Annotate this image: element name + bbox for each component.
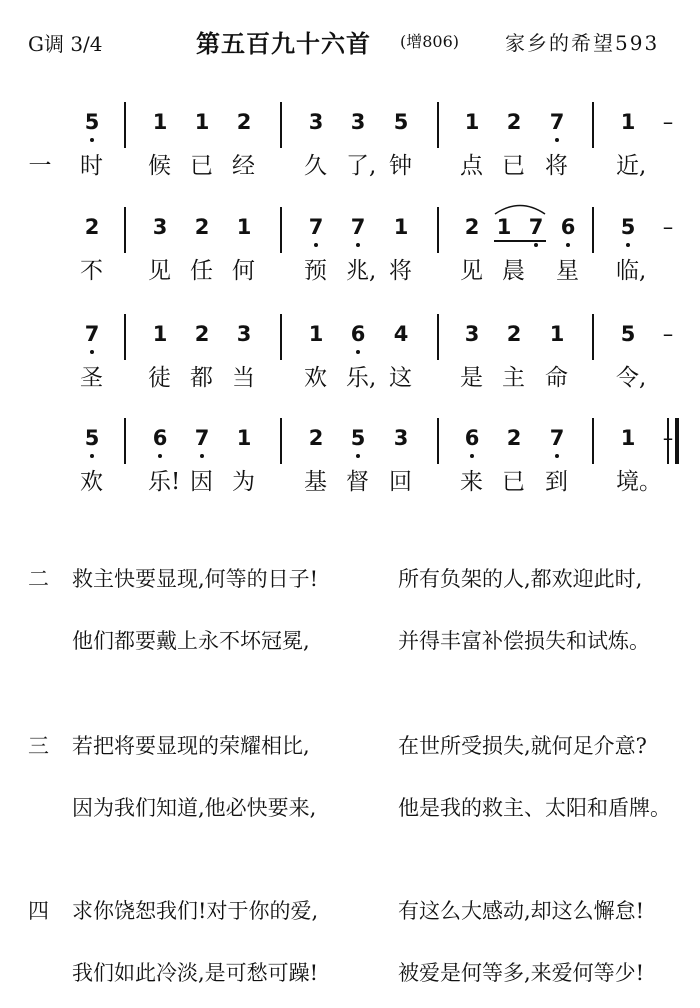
lyric-syllable: 经 bbox=[232, 153, 255, 179]
lyric-syllable: 见 bbox=[460, 258, 483, 284]
note-2: 2 bbox=[506, 110, 522, 134]
lyric-syllable: 都 bbox=[190, 365, 213, 391]
lyric-syllable: 境。 bbox=[616, 469, 662, 495]
stanza-line: 他是我的救主、太阳和盾牌。 bbox=[398, 796, 671, 820]
stanza-line: 他们都要戴上永不坏冠冕, bbox=[72, 629, 310, 653]
lyric-syllable: 久 bbox=[304, 153, 327, 179]
stanza-number: 二 bbox=[28, 567, 49, 591]
note-3: 3 bbox=[393, 426, 409, 450]
lyric-syllable: 欢 bbox=[80, 469, 103, 495]
lyric-syllable: 命 bbox=[545, 365, 568, 391]
lyric-syllable: 钟 bbox=[389, 153, 412, 179]
hymn-number: 第五百九十六首 bbox=[196, 29, 371, 58]
bar-line bbox=[592, 418, 594, 464]
bar-line bbox=[437, 102, 439, 148]
lyric-syllable: 了, bbox=[346, 153, 377, 179]
slur-mark bbox=[494, 201, 546, 215]
beam-underline bbox=[494, 240, 546, 242]
stanza-line: 因为我们知道,他必快要来, bbox=[72, 796, 317, 820]
lyric-syllable: 临, bbox=[616, 258, 647, 284]
lyric-syllable: 乐! bbox=[148, 469, 181, 495]
note-6: 6 bbox=[460, 426, 484, 450]
stanza-line: 在世所受损失,就何足介意? bbox=[398, 734, 647, 758]
note-3: 3 bbox=[236, 322, 252, 346]
hold-dash: – bbox=[662, 215, 674, 239]
bar-line bbox=[437, 314, 439, 360]
note-2: 2 bbox=[308, 426, 324, 450]
lyric-syllable: 晨 bbox=[502, 258, 525, 284]
lyric-syllable: 任 bbox=[190, 258, 213, 284]
note-3: 3 bbox=[308, 110, 324, 134]
bar-line bbox=[437, 207, 439, 253]
note-7: 7 bbox=[80, 322, 104, 346]
stanza-line: 有这么大感动,却这么懈怠! bbox=[398, 899, 645, 923]
note-4: 4 bbox=[393, 322, 409, 346]
note-6: 6 bbox=[346, 322, 370, 346]
lyric-syllable: 兆, bbox=[346, 258, 377, 284]
lyric-syllable: 近, bbox=[616, 153, 647, 179]
note-7: 7 bbox=[304, 215, 328, 239]
lyric-syllable: 令, bbox=[616, 365, 647, 391]
note-2: 2 bbox=[194, 322, 210, 346]
lyric-syllable: 候 bbox=[148, 153, 171, 179]
stanza-line: 被爱是何等多,来爱何等少! bbox=[398, 961, 645, 985]
hold-dash: – bbox=[662, 110, 674, 134]
lyric-syllable: 何 bbox=[232, 258, 255, 284]
lyric-syllable: 到 bbox=[545, 469, 568, 495]
lyric-syllable: 已 bbox=[502, 153, 525, 179]
hold-dash: – bbox=[662, 322, 674, 346]
note-2: 2 bbox=[194, 215, 210, 239]
bar-line bbox=[124, 102, 126, 148]
lyric-syllable: 来 bbox=[460, 469, 483, 495]
bar-line bbox=[280, 418, 282, 464]
stanza-line: 并得丰富补偿损失和试炼。 bbox=[398, 629, 650, 653]
note-7: 7 bbox=[524, 215, 548, 239]
note-1: 1 bbox=[236, 215, 252, 239]
note-2: 2 bbox=[506, 322, 522, 346]
note-3: 3 bbox=[464, 322, 480, 346]
bar-line bbox=[124, 314, 126, 360]
note-2: 2 bbox=[236, 110, 252, 134]
lyric-syllable: 回 bbox=[389, 469, 412, 495]
stanza-line: 救主快要显现,何等的日子! bbox=[72, 567, 319, 591]
verse-number: 一 bbox=[28, 153, 52, 179]
hymn-title: 家乡的希望593 bbox=[505, 31, 660, 55]
note-1: 1 bbox=[152, 110, 168, 134]
bar-line bbox=[592, 314, 594, 360]
stanza-number: 四 bbox=[28, 899, 49, 923]
bar-line bbox=[592, 102, 594, 148]
key-signature: G调 3/4 bbox=[28, 32, 103, 56]
lyric-syllable: 乐, bbox=[346, 365, 377, 391]
note-5: 5 bbox=[80, 110, 104, 134]
bar-line bbox=[280, 102, 282, 148]
note-7: 7 bbox=[545, 110, 569, 134]
note-1: 1 bbox=[236, 426, 252, 450]
note-6: 6 bbox=[556, 215, 580, 239]
note-3: 3 bbox=[350, 110, 366, 134]
bar-line bbox=[592, 207, 594, 253]
lyric-syllable: 时 bbox=[80, 153, 103, 179]
bar-line bbox=[280, 207, 282, 253]
note-1: 1 bbox=[464, 110, 480, 134]
lyric-syllable: 督 bbox=[346, 469, 369, 495]
stanza-number: 三 bbox=[28, 734, 49, 758]
note-7: 7 bbox=[190, 426, 214, 450]
note-7: 7 bbox=[346, 215, 370, 239]
bar-line bbox=[124, 418, 126, 464]
note-1: 1 bbox=[393, 215, 409, 239]
note-1: 1 bbox=[620, 426, 636, 450]
lyric-syllable: 不 bbox=[80, 258, 103, 284]
lyric-syllable: 点 bbox=[460, 153, 483, 179]
note-6: 6 bbox=[148, 426, 172, 450]
note-5: 5 bbox=[620, 322, 636, 346]
lyric-syllable: 已 bbox=[502, 469, 525, 495]
note-7: 7 bbox=[545, 426, 569, 450]
hold-dash: – bbox=[662, 426, 674, 450]
lyric-syllable: 将 bbox=[389, 258, 412, 284]
lyric-syllable: 当 bbox=[232, 365, 255, 391]
lyric-syllable: 预 bbox=[304, 258, 327, 284]
stanza-line: 所有负架的人,都欢迎此时, bbox=[398, 567, 643, 591]
note-2: 2 bbox=[464, 215, 480, 239]
lyric-syllable: 已 bbox=[190, 153, 213, 179]
stanza-line: 我们如此冷淡,是可愁可躁! bbox=[72, 961, 319, 985]
bar-line bbox=[280, 314, 282, 360]
note-1: 1 bbox=[194, 110, 210, 134]
note-5: 5 bbox=[393, 110, 409, 134]
note-1: 1 bbox=[549, 322, 565, 346]
lyric-syllable: 是 bbox=[460, 365, 483, 391]
lyric-syllable: 徒 bbox=[148, 365, 171, 391]
lyric-syllable: 见 bbox=[148, 258, 171, 284]
note-1: 1 bbox=[308, 322, 324, 346]
note-5: 5 bbox=[346, 426, 370, 450]
lyric-syllable: 这 bbox=[389, 365, 412, 391]
stanza-line: 若把将要显现的荣耀相比, bbox=[72, 734, 310, 758]
lyric-syllable: 因 bbox=[190, 469, 213, 495]
note-5: 5 bbox=[80, 426, 104, 450]
note-2: 2 bbox=[506, 426, 522, 450]
note-1: 1 bbox=[496, 215, 512, 239]
lyric-syllable: 欢 bbox=[304, 365, 327, 391]
lyric-syllable: 基 bbox=[304, 469, 327, 495]
hymn-supplement-note: (增806) bbox=[400, 32, 460, 51]
lyric-syllable: 星 bbox=[556, 258, 579, 284]
note-2: 2 bbox=[84, 215, 100, 239]
note-5: 5 bbox=[616, 215, 640, 239]
note-3: 3 bbox=[152, 215, 168, 239]
note-1: 1 bbox=[152, 322, 168, 346]
lyric-syllable: 主 bbox=[502, 365, 525, 391]
lyric-syllable: 为 bbox=[232, 469, 255, 495]
note-1: 1 bbox=[620, 110, 636, 134]
stanza-line: 求你饶恕我们!对于你的爱, bbox=[72, 899, 319, 923]
bar-line bbox=[437, 418, 439, 464]
lyric-syllable: 圣 bbox=[80, 365, 103, 391]
lyric-syllable: 将 bbox=[545, 153, 568, 179]
bar-line bbox=[124, 207, 126, 253]
